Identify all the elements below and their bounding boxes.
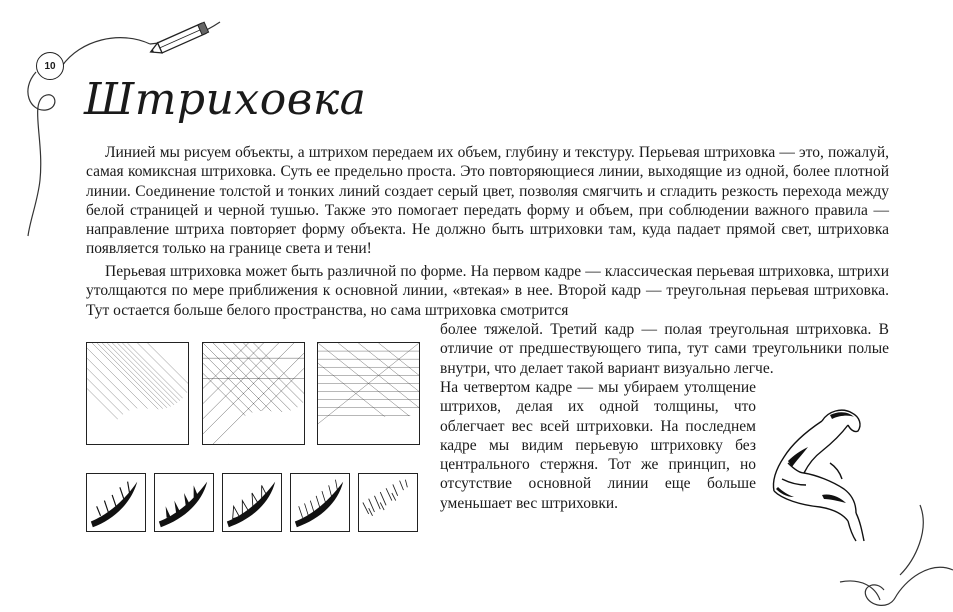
- pencil-icon: [146, 20, 216, 58]
- paragraph-third-frame: более тяжелой. Третий кадр — полая треугольная штриховка. В отличие от предшествующего типа, тут сами треугольники полые внутри, что делает такой вариант визуально легче.: [440, 321, 889, 377]
- stroke-sample-4: [291, 474, 349, 531]
- hatching-sample-3: [318, 343, 419, 444]
- stroke-sample-1: [87, 474, 145, 531]
- stroke-sample-5: [359, 474, 417, 531]
- hatching-sample-2: [203, 343, 304, 444]
- paragraph-fourth-frame: На четвертом кадре — мы убираем утолщение штрихов, делая их одной толщины, что облегчает вес всей штриховки. На последнем кадре мы видим перьевую штриховку без центрального стержня. Тот же принцип, но отсутствие основной линии еще больше уменьшает вес штриховки.: [440, 379, 756, 512]
- hatching-stroke-frame-2: [154, 473, 214, 532]
- page-number: 10: [36, 52, 64, 80]
- stroke-sample-2: [155, 474, 213, 531]
- hatching-sample-1: [87, 343, 188, 444]
- paragraph-intro: Линией мы рисуем объекты, а штрихом передаем их объем, глубину и текстуру. Перьевая штриховка — это, пожалуй, самая комиксная штриховка. Суть ее предельно проста. Это повторяющиеся линии, выходящие из одной, более плотной линии. Соединение толстой и тонких линий создает серый цвет, позволяя смягчить и сгладить резкость перехода между белой страницей и черной тушью. Также это помогает передать форму и объем, при соблюдении важного правила — направление штриха повторяет форму объекта. Не должно быть штриховки там, куда падает прямой свет, штриховка появляется только на границе света и тени!: [86, 144, 889, 258]
- stroke-sample-3: [223, 474, 281, 531]
- hatching-stroke-frame-1: [86, 473, 146, 532]
- flexed-arm-illustration: [770, 403, 870, 543]
- paragraph-types: Перьевая штриховка может быть различной по форме. На первом кадре — классическая перьевая штриховка, штрихи утолщаются по мере приближения к основной линии, «втекая» в нее. Второй кадр — треугольная перьевая штриховка. Тут остается больше белого пространства, но сама штриховка смотрится: [86, 263, 889, 319]
- page-title: Штриховка: [84, 74, 367, 125]
- hatching-stroke-frame-5: [358, 473, 418, 532]
- hatching-frame-1: [86, 342, 189, 445]
- hatching-frame-2: [202, 342, 305, 445]
- hatching-stroke-frame-3: [222, 473, 282, 532]
- hatching-frame-3: [317, 342, 420, 445]
- hatching-stroke-frame-4: [290, 473, 350, 532]
